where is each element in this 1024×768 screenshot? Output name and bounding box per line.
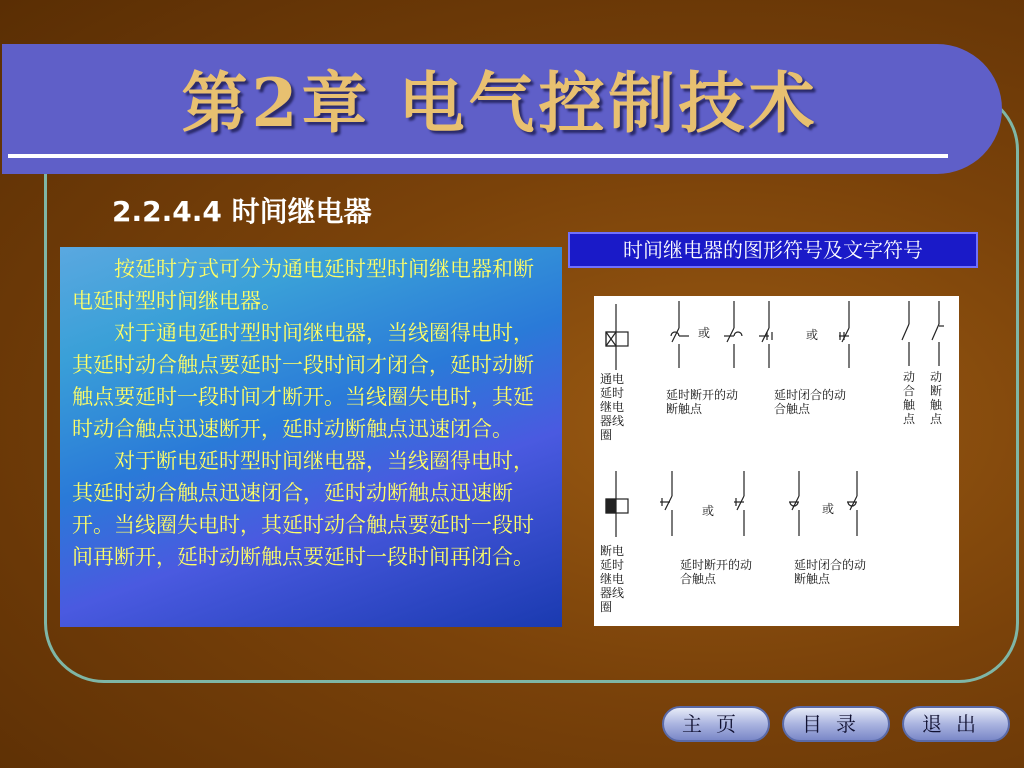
body-paragraph: 按延时方式可分为通电延时型时间继电器和断电延时型时间继电器。 <box>72 257 534 313</box>
home-button[interactable]: 主页 <box>662 706 770 742</box>
label-nc-delay-open: 延时断开的动断触点 <box>666 388 739 416</box>
page-title: 第2章 电气控制技术 <box>181 64 819 142</box>
or-label: 或 <box>822 502 835 516</box>
symbol-diagram <box>594 296 959 626</box>
or-label: 或 <box>698 326 711 340</box>
label-no-contact: 动合触点 <box>903 370 916 426</box>
figure-caption: 时间继电器的图形符号及文字符号 <box>568 232 978 268</box>
label-no-delay-open: 延时断开的动合触点 <box>680 558 753 586</box>
label-nc-delay-close: 延时闭合的动断触点 <box>794 558 867 586</box>
exit-button[interactable]: 退出 <box>902 706 1010 742</box>
section-heading: 2.2.4.4 时间继电器 <box>112 195 372 228</box>
label-nc-contact: 动断触点 <box>930 370 943 426</box>
or-label: 或 <box>806 328 819 342</box>
title-underline <box>8 154 948 158</box>
or-label: 或 <box>702 504 715 518</box>
body-paragraph: 对于断电延时型时间继电器，当线圈得电时，其延时动合触点迅速闭合，延时动断触点迅速断开。当线圈失电时，其延时动合触点要延时一段时间再断开，延时动断触点要延时一段时间再闭合。 <box>72 449 534 569</box>
label-off-delay-coil: 断电延时继电器线圈 <box>600 544 625 614</box>
symbol-figure <box>594 296 959 626</box>
label-no-delay-close: 延时闭合的动合触点 <box>774 388 847 416</box>
label-on-delay-coil: 通电延时继电器线圈 <box>600 372 625 442</box>
body-paragraph: 对于通电延时型时间继电器，当线圈得电时，其延时动合触点要延时一段时间才闭合，延时动断触点要延时一段时间才断开。当线圈失电时，其延时动合触点迅速断开，延时动断触点迅速闭合。 <box>72 321 534 441</box>
body-text-box <box>60 247 562 627</box>
contents-button[interactable]: 目录 <box>782 706 890 742</box>
